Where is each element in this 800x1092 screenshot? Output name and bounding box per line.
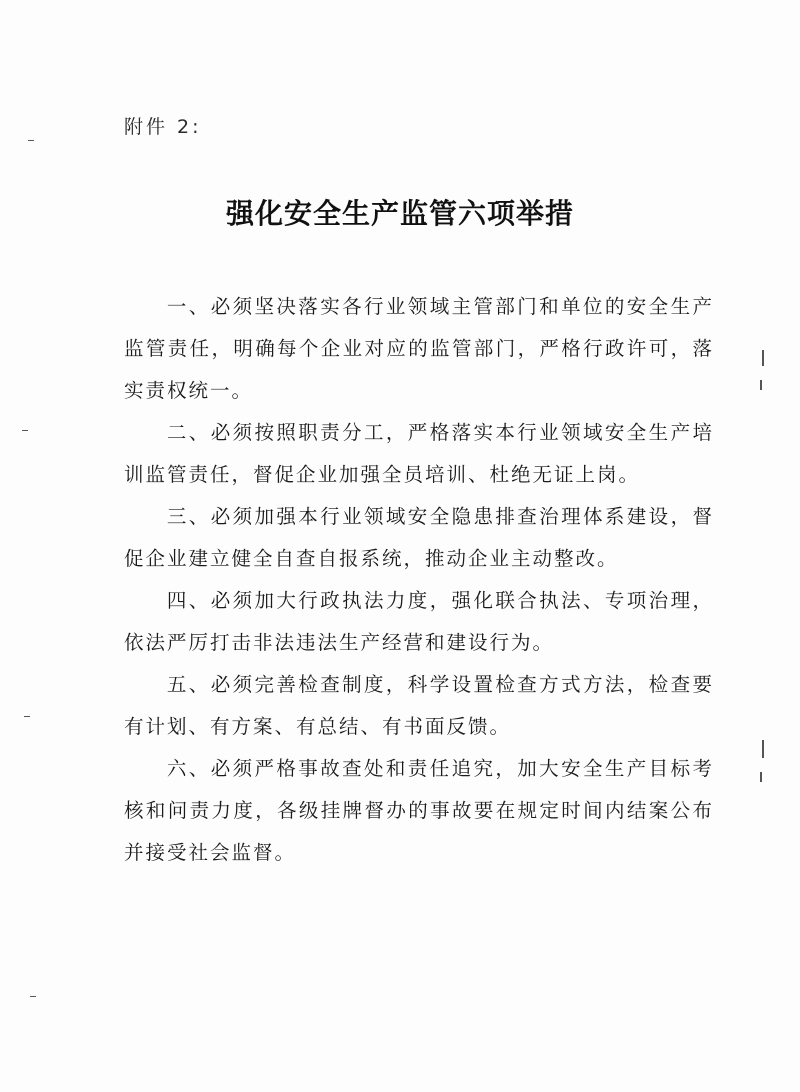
scan-mark <box>762 350 764 366</box>
scan-mark <box>762 740 764 758</box>
paragraph-1: 一、必须坚决落实各行业领域主管部门和单位的安全生产监管责任，明确每个企业对应的监管部门，严格行政许可，落实责权统一。 <box>124 295 714 402</box>
scan-mark <box>760 380 762 390</box>
paragraph-6: 六、必须严格事故查处和责任追究，加大安全生产目标考核和问责力度，各级挂牌督办的事故要在规定时间内结案公布并接受社会监督。 <box>124 757 714 864</box>
scan-mark <box>28 140 34 141</box>
scan-mark <box>30 996 36 997</box>
paragraph-5: 五、必须完善检查制度，科学设置检查方式方法，检查要有计划、有方案、有总结、有书面反馈。 <box>124 673 714 738</box>
scan-mark <box>24 716 30 717</box>
attachment-label: 附件 2: <box>124 116 202 138</box>
paragraph-3: 三、必须加强本行业领域安全隐患排查治理体系建设，督促企业建立健全自查自报系统，推动企业主动整改。 <box>124 505 714 570</box>
scan-mark <box>760 772 762 782</box>
paragraph-4: 四、必须加大行政执法力度，强化联合执法、专项治理，依法严厉打击非法违法生产经营和建设行为。 <box>124 589 714 654</box>
scan-mark <box>22 430 28 431</box>
paragraph-2: 二、必须按照职责分工，严格落实本行业领域安全生产培训监管责任，督促企业加强全员培训、杜绝无证上岗。 <box>124 421 714 486</box>
document-body <box>124 286 714 874</box>
document-title: 强化安全生产监管六项举措 <box>225 197 574 230</box>
